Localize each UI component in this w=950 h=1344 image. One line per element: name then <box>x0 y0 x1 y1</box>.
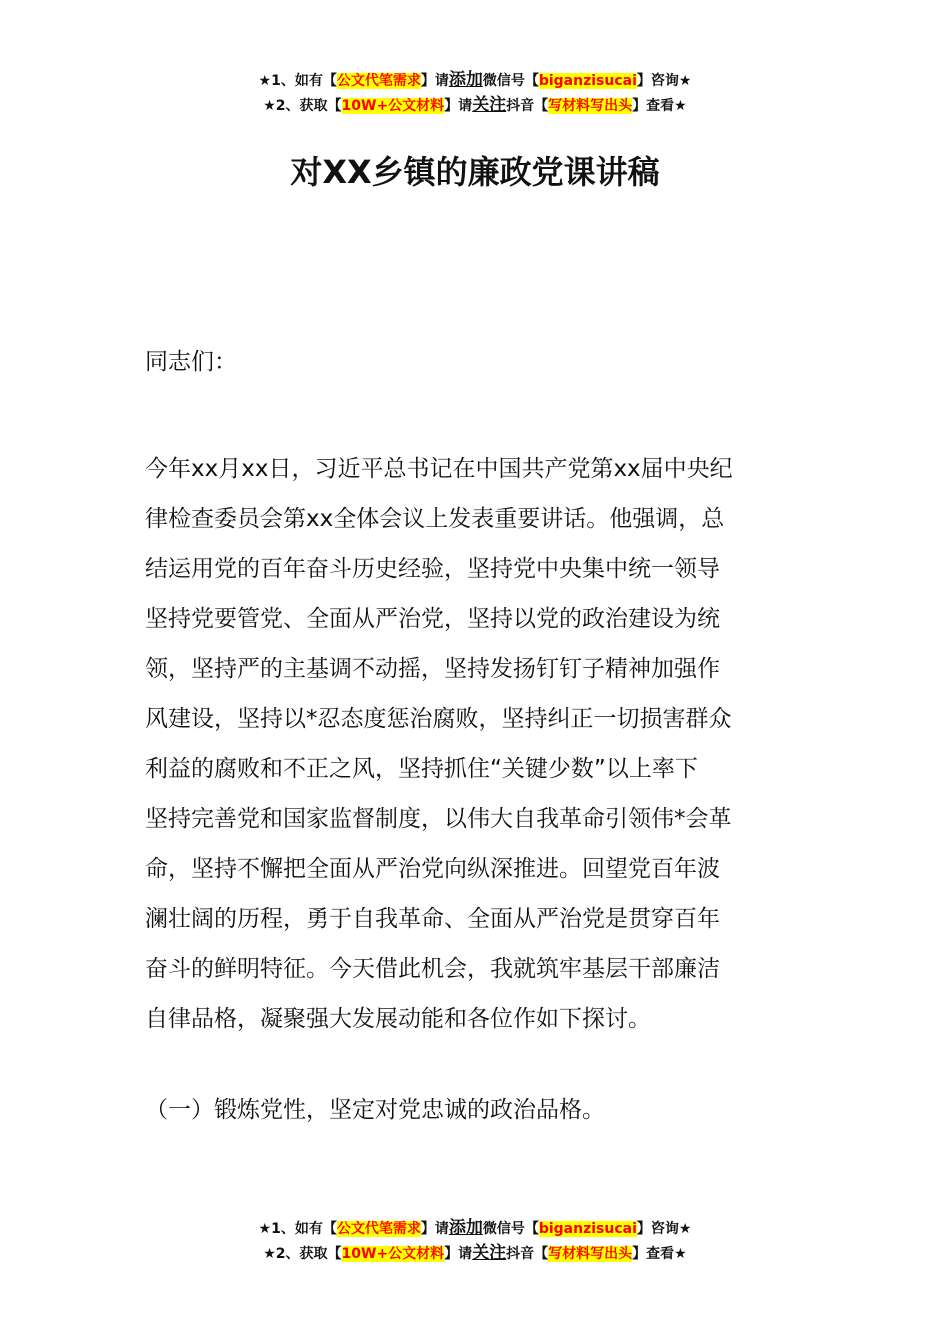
banner-text: 】查看★ <box>632 98 687 114</box>
banner-text: 微信号【 <box>482 73 539 89</box>
banner-highlight-wechat-id: biganzisucai <box>538 1221 637 1237</box>
banner-text: ★2、获取【 <box>263 98 342 114</box>
paragraph-line: 利益的腐败和不正之风，坚持抓住“关键少数”以上率下 <box>145 756 698 782</box>
paragraph-line: 奋斗的鲜明特征。今天借此机会，我就筑牢基层干部廉洁 <box>145 956 720 982</box>
banner-text: 微信号【 <box>482 1221 539 1237</box>
banner-text: 】请 <box>444 98 473 114</box>
banner-highlight-douyin: 写材料写出头 <box>548 98 633 114</box>
salutation: 同志们： <box>145 349 237 375</box>
header-banner <box>0 68 950 118</box>
banner-underline-add: 添加 <box>448 70 483 90</box>
paragraph-line: 坚持党要管党、全面从严治党，坚持以党的政治建设为统 <box>145 606 720 632</box>
paragraph-line: 自律品格，凝聚强大发展动能和各位作如下探讨。 <box>145 1006 651 1032</box>
banner-text: 】查看★ <box>632 1246 687 1262</box>
document-title: 对XX乡镇的廉政党课讲稿 <box>290 153 660 191</box>
body-paragraph <box>145 444 807 1044</box>
banner-highlight-wechat-id: biganzisucai <box>538 73 637 89</box>
section-heading: （一）锻炼党性，坚定对党忠诚的政治品格。 <box>145 1097 605 1123</box>
banner-text: 抖音【 <box>506 1246 549 1262</box>
banner-underline-follow: 关注 <box>472 1243 507 1263</box>
banner-text: 】请 <box>444 1246 473 1262</box>
banner-text: ★1、如有【 <box>258 1221 337 1237</box>
banner-line-1 <box>0 1216 950 1241</box>
banner-text: 】咨询★ <box>636 73 692 89</box>
banner-text: 】请 <box>420 1221 449 1237</box>
paragraph-line: 领，坚持严的主基调不动摇，坚持发扬钉钉子精神加强作 <box>145 656 720 682</box>
banner-text: ★1、如有【 <box>258 73 337 89</box>
paragraph-line: 坚持完善党和国家监督制度，以伟大自我革命引领伟*会革 <box>145 806 732 832</box>
banner-highlight-service: 公文代笔需求 <box>336 1221 421 1237</box>
paragraph-line: 澜壮阔的历程，勇于自我革命、全面从严治党是贯穿百年 <box>145 906 720 932</box>
banner-highlight-materials: 10W+公文材料 <box>341 1246 445 1262</box>
banner-text: 抖音【 <box>506 98 549 114</box>
banner-text: 】咨询★ <box>636 1221 692 1237</box>
banner-text: ★2、获取【 <box>263 1246 342 1262</box>
paragraph-line: 命，坚持不懈把全面从严治党向纵深推进。回望党百年波 <box>145 856 720 882</box>
banner-highlight-service: 公文代笔需求 <box>336 73 421 89</box>
banner-line-2 <box>0 1241 950 1266</box>
paragraph-line: 今年xx月xx日，习近平总书记在中国共产党第xx届中央纪 <box>145 456 733 482</box>
banner-line-2 <box>0 93 950 118</box>
banner-underline-add: 添加 <box>448 1218 483 1238</box>
banner-highlight-douyin: 写材料写出头 <box>548 1246 633 1262</box>
banner-highlight-materials: 10W+公文材料 <box>341 98 445 114</box>
banner-text: 】请 <box>420 73 449 89</box>
footer-banner <box>0 1216 950 1266</box>
banner-line-1 <box>0 68 950 93</box>
banner-underline-follow: 关注 <box>472 95 507 115</box>
paragraph-line: 律检查委员会第xx全体会议上发表重要讲话。他强调，总 <box>145 506 725 532</box>
paragraph-line: 结运用党的百年奋斗历史经验，坚持党中央集中统一领导 <box>145 556 720 582</box>
paragraph-line: 风建设，坚持以*忍态度惩治腐败，坚持纠正一切损害群众 <box>145 706 732 732</box>
